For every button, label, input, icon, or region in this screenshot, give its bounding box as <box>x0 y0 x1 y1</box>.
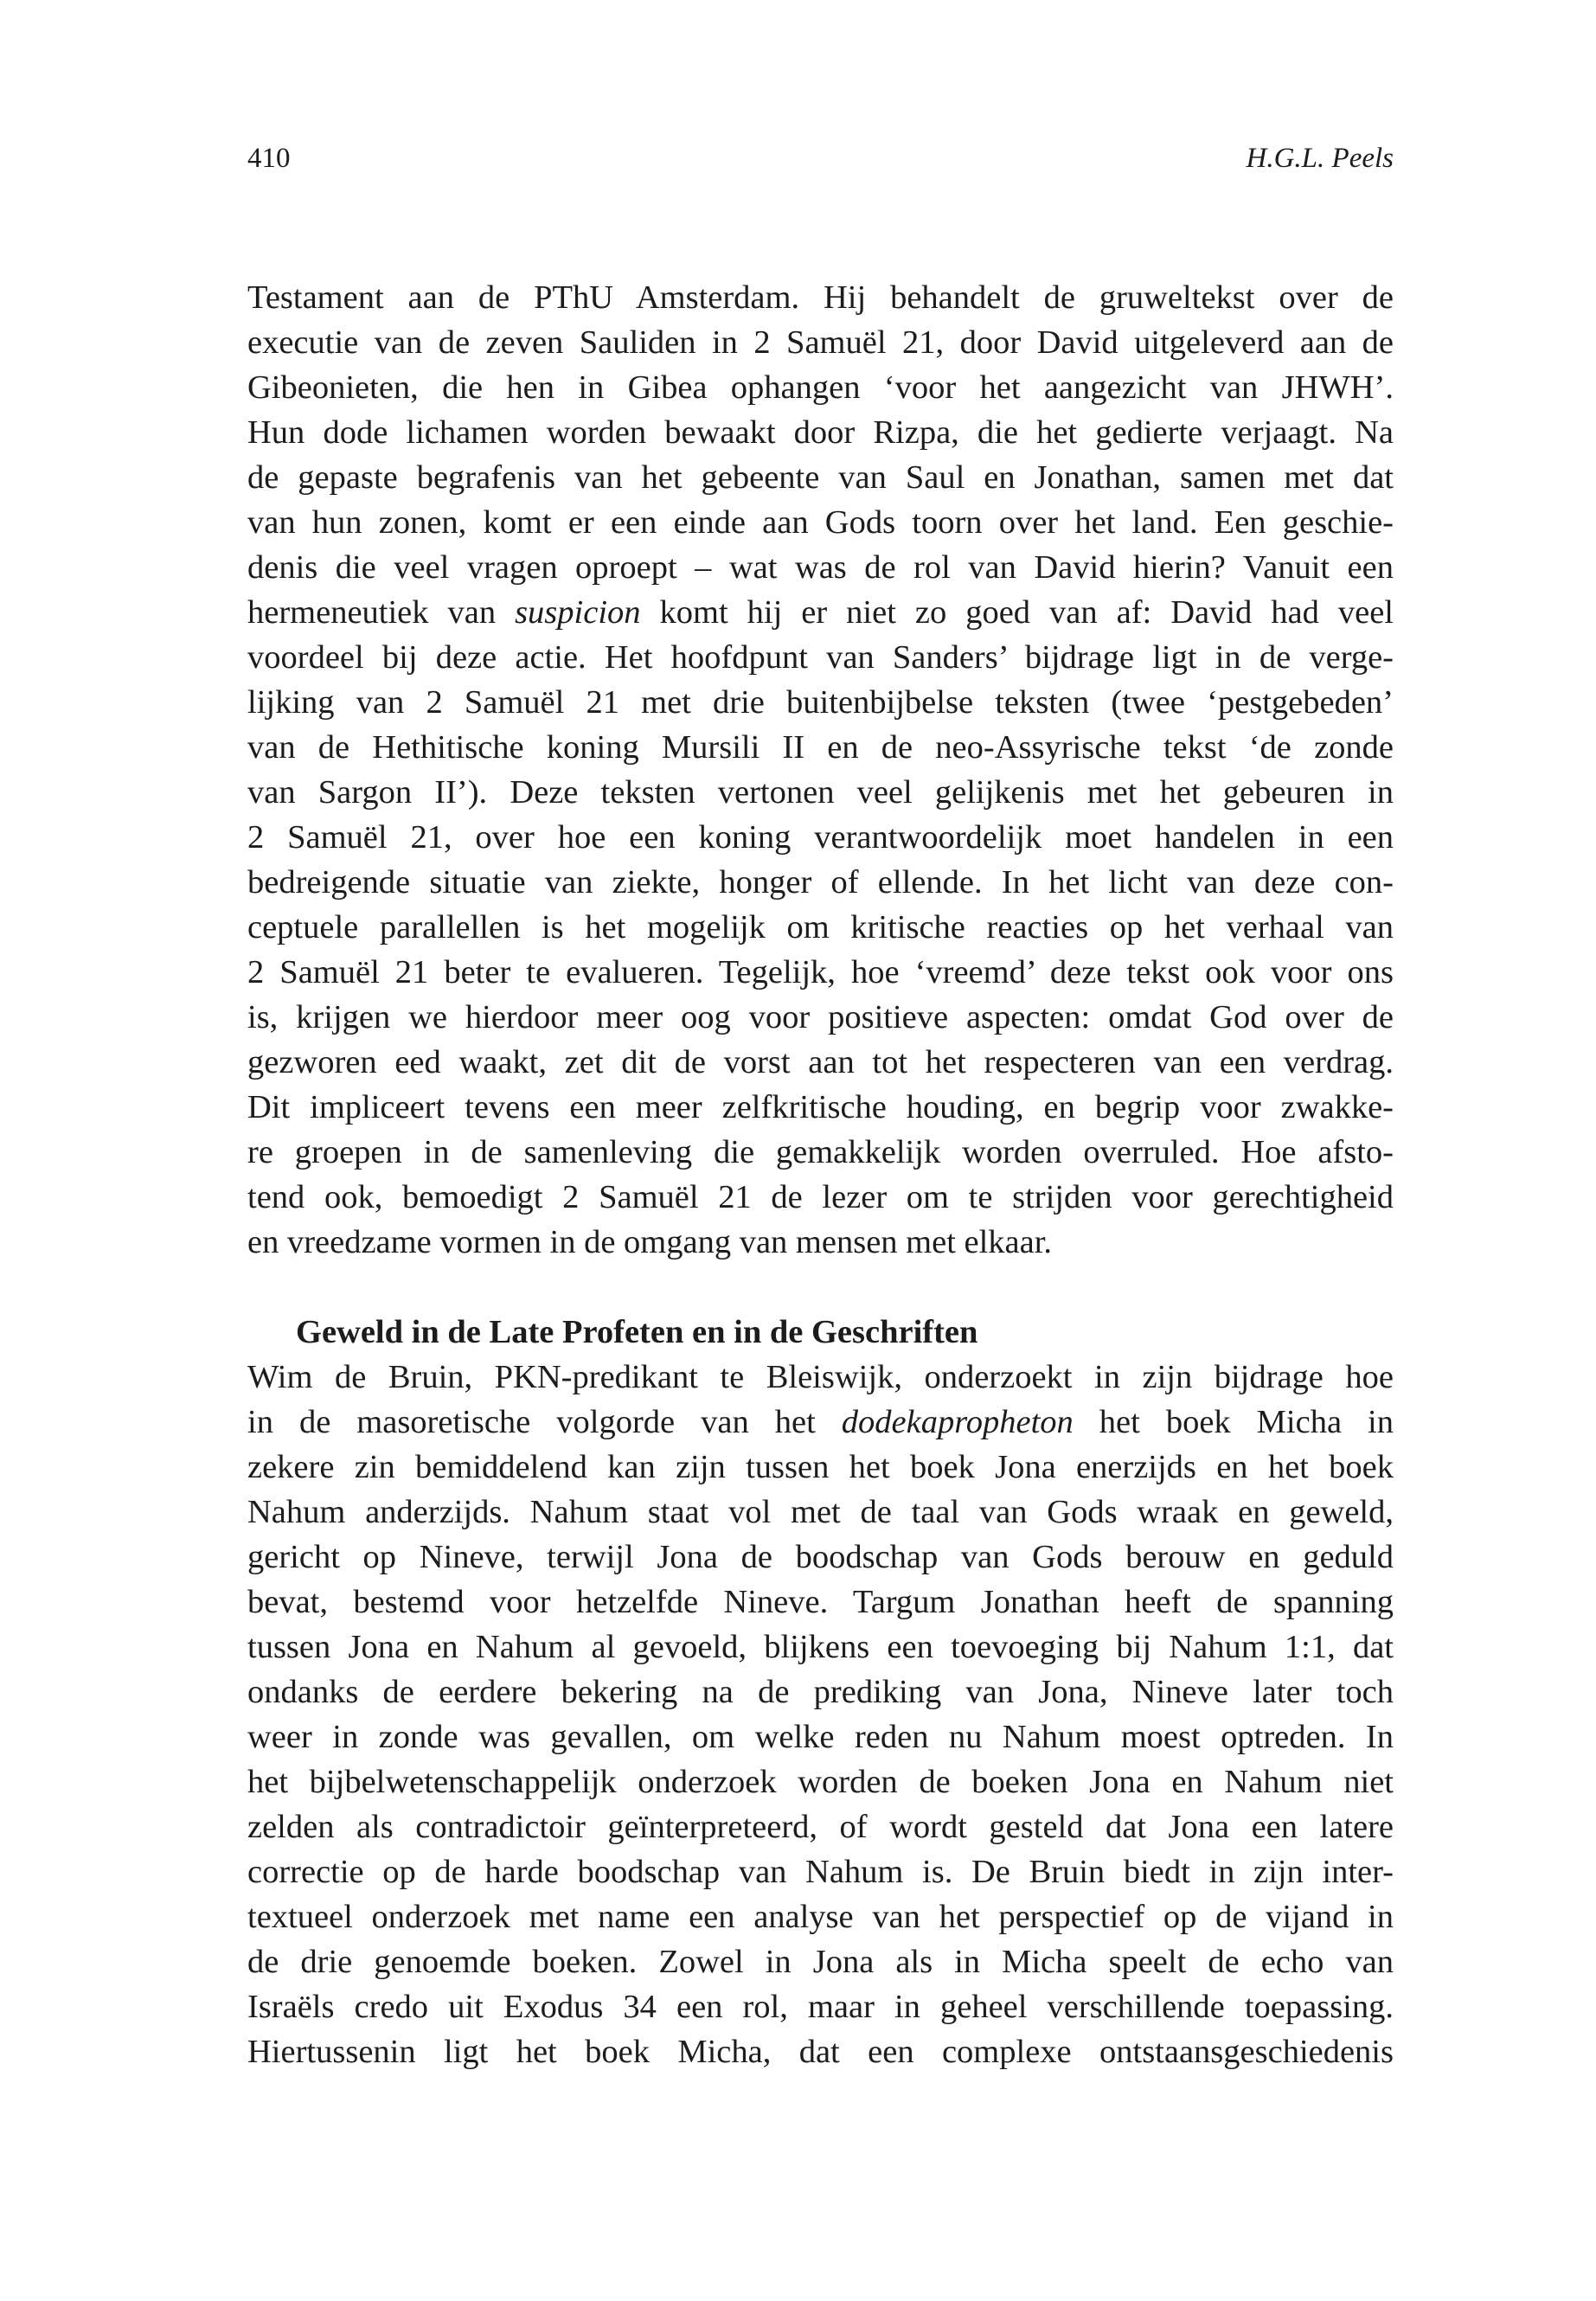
text-line: Wim de Bruin, PKN-predikant te Bleiswijk, onderzoekt in zijn bijdrage hoe <box>247 1359 1394 1395</box>
text-line: executie van de zeven Sauliden in 2 Samuël 21, door David uitgeleverd aan de <box>247 324 1394 361</box>
text-line: bevat, bestemd voor hetzelfde Nineve. Targum Jonathan heeft de spanning <box>247 1584 1394 1620</box>
text-run: komt hij er niet zo goed van af: David had veel <box>640 594 1394 631</box>
text-run: hermeneutiek van <box>247 594 516 631</box>
text-line: voordeel bij deze actie. Het hoofdpunt van Sanders’ bijdrage ligt in de verge- <box>247 639 1394 676</box>
text-line: denis die veel vragen oproept – wat was de rol van David hierin? Vanuit een <box>247 549 1394 586</box>
body-text <box>247 275 1394 2074</box>
text-run: het boek Micha in <box>1073 1404 1394 1440</box>
text-line: lijking van 2 Samuël 21 met drie buitenbijbelse teksten (twee ‘pestgebeden’ <box>247 684 1394 721</box>
text-line: re groepen in de samenleving die gemakkelijk worden overruled. Hoe afsto- <box>247 1134 1394 1170</box>
text-line: ondanks de eerdere bekering na de prediking van Jona, Nineve later toch <box>247 1674 1394 1710</box>
text-line: Dit impliceert tevens een meer zelfkritische houding, en begrip voor zwakke- <box>247 1089 1394 1125</box>
text-line: tend ook, bemoedigt 2 Samuël 21 de lezer om te strijden voor gerechtigheid <box>247 1179 1394 1215</box>
text-line: Hiertussenin ligt het boek Micha, dat een complexe ontstaansgeschiedenis <box>247 2034 1394 2070</box>
page-number: 410 <box>247 143 291 174</box>
text-line: ceptuele parallellen is het mogelijk om kritische reacties op het verhaal van <box>247 909 1394 945</box>
text-line: zekere zin bemiddelend kan zijn tussen het boek Jona enerzijds en het boek <box>247 1449 1394 1485</box>
paragraph-gap <box>247 1265 1394 1310</box>
text-line: bedreigende situatie van ziekte, honger of ellende. In het licht van deze con- <box>247 864 1394 901</box>
text-line: weer in zonde was gevallen, om welke reden nu Nahum moest optreden. In <box>247 1719 1394 1755</box>
text-line: 2 Samuël 21 beter te evalueren. Tegelijk, hoe ‘vreemd’ deze tekst ook voor ons <box>247 954 1394 990</box>
running-head-author: H.G.L. Peels <box>1246 143 1394 174</box>
text-line <box>247 1400 1394 1445</box>
text-line: en vreedzame vormen in de omgang van mensen met elkaar. <box>247 1224 1053 1260</box>
italic-term: suspicion <box>515 594 641 631</box>
text-line: 2 Samuël 21, over hoe een koning verantwoordelijk moet handelen in een <box>247 819 1394 856</box>
text-line: van hun zonen, komt er een einde aan Gods toorn over het land. Een geschie- <box>247 504 1394 541</box>
text-line: van de Hethitische koning Mursili II en de neo-Assyrische tekst ‘de zonde <box>247 729 1394 766</box>
text-line: het bijbelwetenschappelijk onderzoek worden de boeken Jona en Nahum niet <box>247 1764 1394 1800</box>
text-line: de drie genoemde boeken. Zowel in Jona als in Micha speelt de echo van <box>247 1944 1394 1980</box>
running-head <box>247 137 1394 180</box>
text-line: de gepaste begrafenis van het gebeente van Saul en Jonathan, samen met dat <box>247 459 1394 496</box>
text-line: gezworen eed waakt, zet dit de vorst aan tot het respecteren van een verdrag. <box>247 1044 1394 1080</box>
text-line: textueel onderzoek met name een analyse van het perspectief op de vijand in <box>247 1899 1394 1935</box>
text-line: Testament aan de PThU Amsterdam. Hij behandelt de gruweltekst over de <box>247 279 1394 316</box>
text-line: Israëls credo uit Exodus 34 een rol, maar in geheel verschillende toepassing. <box>247 1989 1394 2025</box>
text-line: Hun dode lichamen worden bewaakt door Rizpa, die het gedierte verjaagt. Na <box>247 414 1394 451</box>
section-heading: Geweld in de Late Profeten en in de Geschriften <box>296 1314 978 1350</box>
italic-term: dodekapropheton <box>841 1404 1074 1440</box>
text-line: correctie op de harde boodschap van Nahum is. De Bruin biedt in zijn inter- <box>247 1854 1394 1890</box>
text-line: zelden als contradictoir geïnterpreteerd, of wordt gesteld dat Jona een latere <box>247 1809 1394 1845</box>
text-line: is, krijgen we hierdoor meer oog voor positieve aspecten: omdat God over de <box>247 999 1394 1035</box>
text-line: gericht op Nineve, terwijl Jona de boodschap van Gods berouw en geduld <box>247 1539 1394 1575</box>
text-line: tussen Jona en Nahum al gevoeld, blijkens een toevoeging bij Nahum 1:1, dat <box>247 1629 1394 1665</box>
text-line: van Sargon II’). Deze teksten vertonen veel gelijkenis met het gebeuren in <box>247 774 1394 811</box>
text-line <box>247 590 1394 635</box>
text-line: Gibeonieten, die hen in Gibea ophangen ‘voor het aangezicht van JHWH’. <box>247 369 1394 406</box>
text-run: in de masoretische volgorde van het <box>247 1404 842 1440</box>
text-line: Nahum anderzijds. Nahum staat vol met de taal van Gods wraak en geweld, <box>247 1494 1394 1530</box>
